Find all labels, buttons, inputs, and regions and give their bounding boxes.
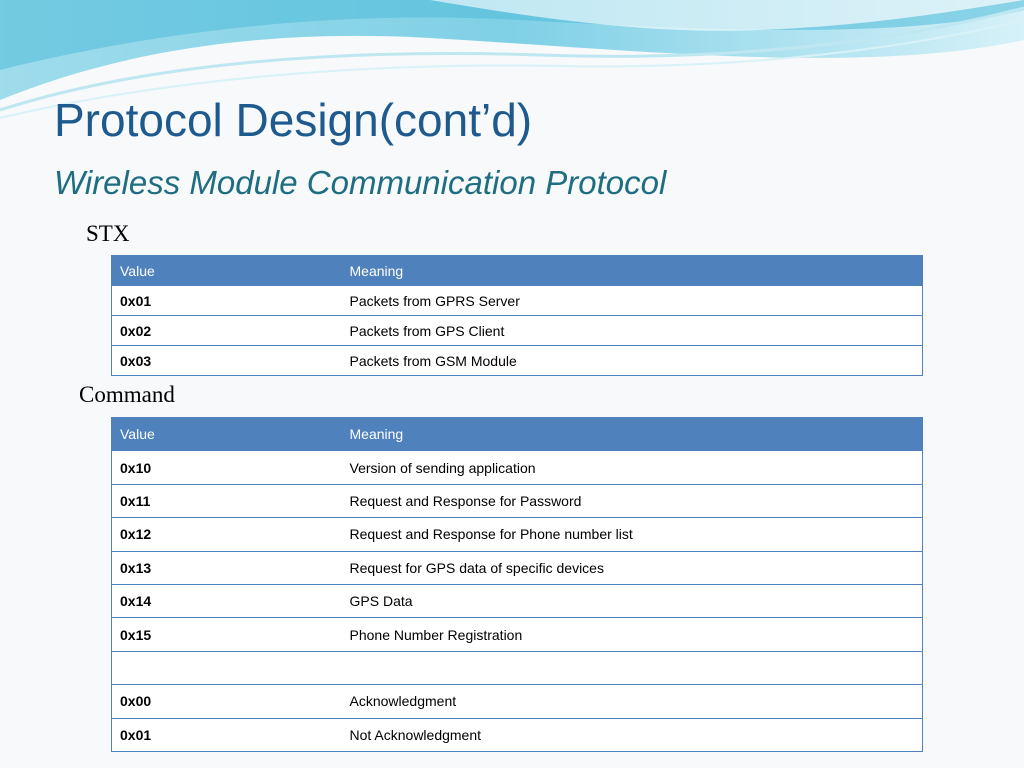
cell-value: 0x14 bbox=[112, 584, 342, 617]
cell-meaning: Packets from GPS Client bbox=[342, 316, 923, 346]
column-header-meaning: Meaning bbox=[342, 256, 923, 286]
table-header-row bbox=[112, 256, 923, 286]
cell-meaning: Not Acknowledgment bbox=[342, 718, 923, 751]
column-header-meaning: Meaning bbox=[342, 418, 923, 451]
stx-section-label: STX bbox=[86, 221, 130, 246]
cell-value: 0x03 bbox=[112, 346, 342, 376]
table-row bbox=[112, 685, 923, 718]
slide-title: Protocol Design(cont’d) bbox=[54, 94, 533, 146]
column-header-value: Value bbox=[112, 256, 342, 286]
table-row bbox=[112, 451, 923, 484]
cell-value: 0x11 bbox=[112, 484, 342, 517]
cell-value: 0x10 bbox=[112, 451, 342, 484]
command-section-label: Command bbox=[79, 382, 175, 407]
table-row bbox=[112, 484, 923, 517]
table-row bbox=[112, 346, 923, 376]
cell-value: 0x12 bbox=[112, 518, 342, 551]
cell-value bbox=[112, 651, 342, 684]
cell-value: 0x02 bbox=[112, 316, 342, 346]
command-table bbox=[111, 417, 923, 752]
cell-meaning: Request for GPS data of specific devices bbox=[342, 551, 923, 584]
cell-meaning: Phone Number Registration bbox=[342, 618, 923, 651]
cell-meaning: Version of sending application bbox=[342, 451, 923, 484]
stx-table bbox=[111, 255, 923, 376]
table-row-empty bbox=[112, 651, 923, 684]
table-row bbox=[112, 618, 923, 651]
cell-meaning: Packets from GSM Module bbox=[342, 346, 923, 376]
table-header-row bbox=[112, 418, 923, 451]
cell-meaning: Acknowledgment bbox=[342, 685, 923, 718]
table-row bbox=[112, 518, 923, 551]
table-row bbox=[112, 718, 923, 751]
cell-value: 0x00 bbox=[112, 685, 342, 718]
cell-meaning bbox=[342, 651, 923, 684]
slide-subtitle: Wireless Module Communication Protocol bbox=[54, 164, 667, 201]
cell-meaning: Packets from GPRS Server bbox=[342, 286, 923, 316]
cell-meaning: Request and Response for Phone number list bbox=[342, 518, 923, 551]
cell-value: 0x01 bbox=[112, 286, 342, 316]
cell-value: 0x13 bbox=[112, 551, 342, 584]
column-header-value: Value bbox=[112, 418, 342, 451]
table-row bbox=[112, 551, 923, 584]
table-row bbox=[112, 286, 923, 316]
cell-value: 0x01 bbox=[112, 718, 342, 751]
cell-value: 0x15 bbox=[112, 618, 342, 651]
table-row bbox=[112, 316, 923, 346]
table-row bbox=[112, 584, 923, 617]
cell-meaning: GPS Data bbox=[342, 584, 923, 617]
cell-meaning: Request and Response for Password bbox=[342, 484, 923, 517]
